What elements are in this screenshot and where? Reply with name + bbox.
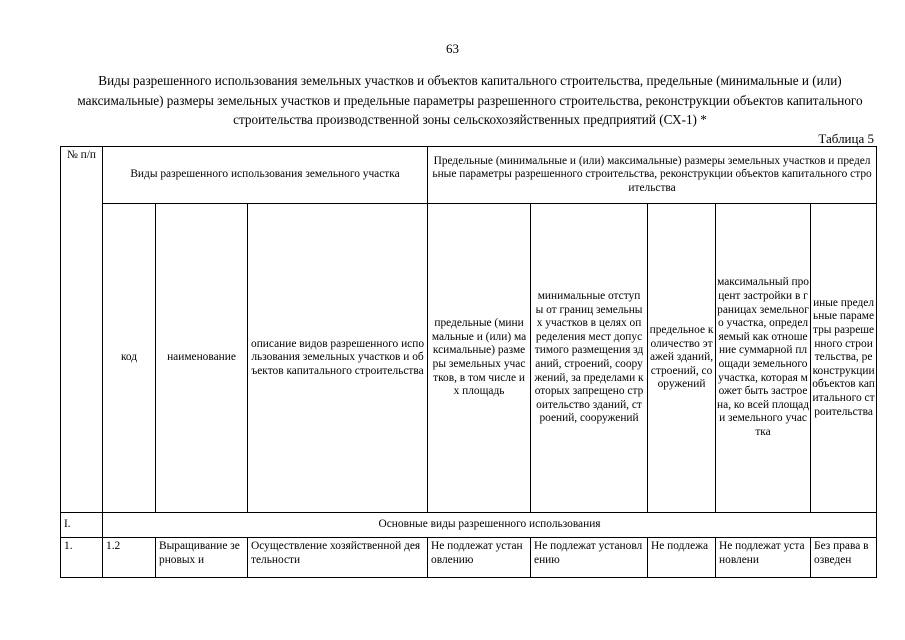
header-num: № п/п: [61, 147, 103, 513]
header-limits: Предельные (минимальные и (или) максимальные) размеры земельных участков и предельные параметры разрешенного строительства, реконструкции объектов капитального строительства: [428, 147, 877, 204]
row-name: Выращивание зерновых и: [156, 538, 248, 578]
table-row: [61, 538, 877, 578]
row-description: Осуществление хозяйственной деятельности: [248, 538, 428, 578]
header-area: предельные (минимальные и (или) максимальные) размеры земельных участков, в том числе их площадь: [428, 204, 531, 513]
section-title: Основные виды разрешенного использования: [103, 513, 877, 538]
section-num: I.: [61, 513, 103, 538]
row-other: Без права возведен: [811, 538, 877, 578]
header-types: Виды разрешенного использования земельного участка: [103, 147, 428, 204]
document-heading: Виды разрешенного использования земельных участков и объектов капитального строительства, предельные (минимальные и (или) максимальные) размеры земельных участков и предельные параметры разрешенного строительства, реконструкции объектов капитального строительства производственной зоны сельскохозяйственных предприятий (СХ-1) *: [77, 73, 863, 127]
header-name: наименование: [156, 204, 248, 513]
row-floors: Не подлежа: [648, 538, 716, 578]
table-caption: Таблица 5: [818, 131, 874, 146]
row-num: 1.: [61, 538, 103, 578]
row-setbacks: Не подлежат установлению: [531, 538, 648, 578]
header-code: код: [103, 204, 156, 513]
header-row-2: [61, 204, 877, 513]
page-number: 63: [446, 41, 459, 56]
row-code: 1.2: [103, 538, 156, 578]
row-area: Не подлежат установлению: [428, 538, 531, 578]
header-description: описание видов разрешенного использования земельных участков и объектов капитального строительства: [248, 204, 428, 513]
header-coverage: максимальный процент застройки в границах земельного участка, определяемый как отношение суммарной площади земельного участка, которая может быть застроена, ко всей площади земельного участка: [716, 204, 811, 513]
header-setbacks: минимальные отступы от границ земельных участков в целях определения мест допустимого размещения зданий, строений, сооружений, за пределами которых запрещено строительство зданий, строений, сооружений: [531, 204, 648, 513]
zoning-table: [60, 146, 877, 578]
header-row-1: [61, 147, 877, 204]
section-row: [61, 513, 877, 538]
header-floors: предельное количество этажей зданий, строений, сооружений: [648, 204, 716, 513]
header-other: иные предельные параметры разрешенного строительства, реконструкции объектов капитального строительства: [811, 204, 877, 513]
row-coverage: Не подлежат установлени: [716, 538, 811, 578]
